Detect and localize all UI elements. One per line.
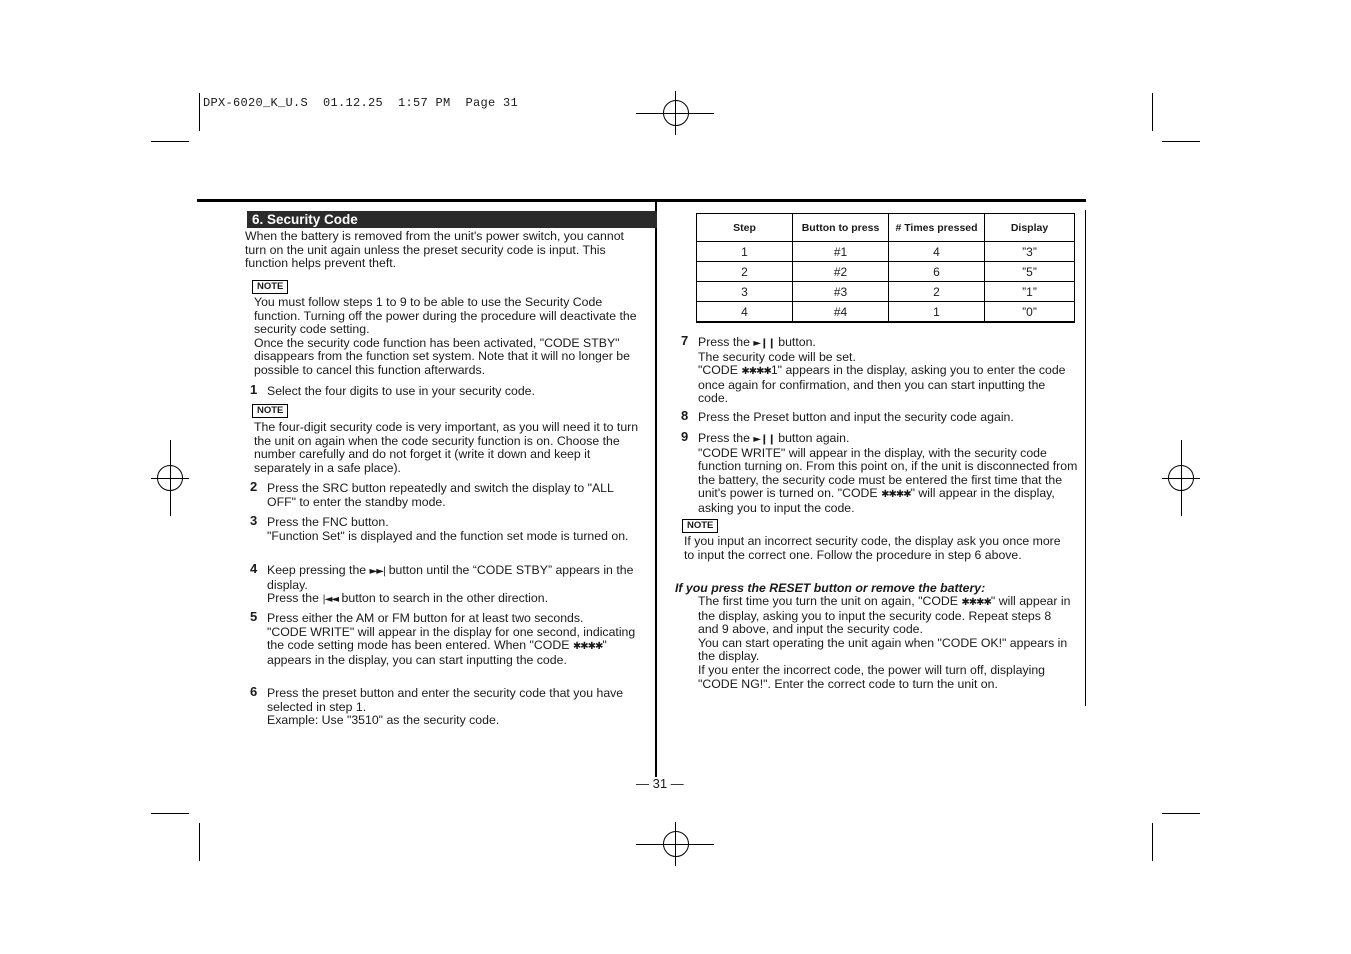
note-label: NOTE (252, 404, 288, 418)
step-fragment: Keep pressing the (267, 563, 370, 577)
note-text: If you input an incorrect security code, the display ask you once more to input the correct one. Follow the procedure in step 6 above. (684, 534, 1061, 562)
table-header-row (697, 214, 1075, 242)
step-text (698, 432, 1078, 516)
step-fragment: button to search in the other direction. (338, 591, 548, 606)
note-paragraph: You must follow steps 1 to 9 to be able to use the Security Code function. Turning off the power during the procedure will deactivate the security code setting. (254, 295, 637, 337)
step-text (267, 612, 645, 667)
reset-line (698, 595, 1073, 637)
step-fragment: Press the (698, 431, 754, 445)
table-row (697, 242, 1075, 262)
prev-track-icon: |◄◄ (322, 594, 339, 606)
table-header: # Times pressed (889, 214, 985, 242)
column-divider (655, 202, 657, 777)
registration-line (170, 440, 171, 516)
step-fragment: Press the (698, 335, 754, 349)
registration-line (675, 822, 676, 866)
crop-mark (1152, 823, 1153, 861)
table-cell: 3 (697, 282, 793, 302)
table-row (697, 282, 1075, 302)
right-column-rule (1085, 210, 1086, 706)
table-row (697, 262, 1075, 282)
security-code-table (696, 213, 1075, 323)
reset-text (698, 595, 1073, 691)
reset-heading: If you press the RESET button or remove the battery: (675, 581, 986, 595)
crop-mark (1152, 93, 1153, 131)
note-label: NOTE (682, 519, 718, 533)
step-text (267, 564, 645, 607)
reset-line: If you enter the incorrect code, the power will turn off, displaying "CODE NG!". Enter the correct code to turn the unit on. (698, 662, 1046, 691)
reset-line: You can start operating the unit again when "CODE OK!" appears in the display. (698, 635, 1068, 664)
step-line: Press the preset button and enter the security code that you have selected in step 1. (267, 686, 624, 714)
step-fragment: "CODE (698, 363, 742, 378)
step-line (698, 364, 1078, 406)
step-line: The security code will be set. (698, 349, 856, 364)
step-text (267, 516, 645, 543)
note-text (254, 296, 639, 378)
step-line (267, 626, 645, 668)
step-fragment: 1" appears in the display, asking you to enter the code once again for confirmation, and then you can start inputting the code. (698, 363, 1066, 406)
step-fragment: " appears in the display, you can start inputting the code. (267, 638, 607, 667)
step-line (698, 447, 1078, 516)
step-line: Example: Use "3510" as the security code. (267, 713, 500, 728)
step-number: 1 (250, 382, 258, 397)
table-cell: 1 (889, 302, 985, 323)
step-line (698, 432, 1078, 447)
play-pause-icon: ►❙❙ (753, 434, 775, 445)
step-line: Press either the AM or FM button for at least two seconds. (267, 611, 584, 625)
table-cell: ”5” (985, 262, 1075, 282)
asterisk-icon: ✱✱✱✱ (881, 489, 911, 501)
step-number: 4 (250, 561, 258, 576)
step-fragment: Press the (267, 591, 323, 606)
crop-mark (1162, 813, 1200, 814)
step-fragment: " will appear in the display, asking you to input the code. (698, 486, 1055, 515)
step-text (698, 336, 1078, 406)
note-paragraph: Once the security code function has been activated, "CODE STBY" disappears from the function set system. Note that it will no longer be possible to cancel this function afterwards. (254, 335, 630, 377)
step-line (267, 592, 645, 607)
asterisk-icon: ✱✱✱✱ (741, 366, 771, 378)
table-cell: 1 (697, 242, 793, 262)
step-line (698, 336, 1078, 351)
section-title: 6. Security Code (247, 211, 657, 228)
step-fragment: button until the “CODE STBY” appears in the display. (267, 563, 634, 592)
intro-text: When the battery is removed from the unit's power switch, you cannot turn on the unit again unless the preset security code is input. This function helps prevent theft. (245, 229, 624, 271)
crop-mark (151, 813, 189, 814)
step-number: 9 (681, 429, 689, 444)
table-row (697, 302, 1075, 323)
step-number: 7 (681, 333, 689, 348)
note-text: The four-digit security code is very important, as you will need it to turn the unit on again when the code security function is on. Choose the number carefully and do not forget it (write it down and keep it separately in a safe place). (254, 420, 639, 475)
step-number: 3 (250, 513, 258, 528)
next-track-icon: ►►| (369, 566, 386, 577)
table-header: Button to press (793, 214, 889, 242)
step-number: 6 (250, 684, 258, 699)
step-line: "Function Set" is displayed and the function set mode is turned on. (267, 528, 629, 543)
table-cell: #1 (793, 242, 889, 262)
step-number: 5 (250, 609, 258, 624)
step-fragment: button again. (774, 431, 850, 445)
table-cell: 4 (889, 242, 985, 262)
table-cell: ”0” (985, 302, 1075, 323)
top-rule (197, 199, 1086, 202)
crop-mark (199, 823, 200, 861)
step-number: 8 (681, 408, 689, 423)
note-label: NOTE (252, 280, 288, 294)
step-text: Select the four digits to use in your security code. (267, 384, 535, 398)
table-cell: 6 (889, 262, 985, 282)
print-slug: DPX-6020_K_U.S 01.12.25 1:57 PM Page 31 (203, 96, 519, 110)
registration-line (1181, 440, 1182, 516)
asterisk-icon: ✱✱✱✱ (572, 641, 603, 653)
registration-line (675, 91, 676, 135)
step-line: Press the FNC button. (267, 515, 389, 529)
table-cell: ”1” (985, 282, 1075, 302)
page-number: — 31 — (636, 776, 684, 791)
crop-mark (1162, 141, 1200, 142)
step-text (267, 687, 645, 728)
step-fragment: button. (774, 335, 816, 349)
table-header: Display (985, 214, 1075, 242)
crop-mark (199, 93, 200, 131)
play-pause-icon: ►❙❙ (753, 338, 775, 349)
table-cell: #4 (793, 302, 889, 323)
step-fragment: "CODE WRITE" will appear in the display for one second, indicating the code setting mode has been entered. When "CODE (267, 624, 636, 653)
crop-mark (151, 141, 189, 142)
table-cell: 2 (697, 262, 793, 282)
table-cell: #3 (793, 282, 889, 302)
reset-fragment: The first time you turn the unit on again, "CODE (698, 594, 962, 608)
step-line (267, 564, 645, 592)
step-number: 2 (250, 479, 258, 494)
asterisk-icon: ✱✱✱✱ (961, 597, 991, 608)
table-cell: 4 (697, 302, 793, 323)
reset-fragment: " will appear in the display, asking you to input the security code. Repeat steps 8 and 9 above, and input the security code. (698, 594, 1071, 637)
table-cell: #2 (793, 262, 889, 282)
table-cell: 2 (889, 282, 985, 302)
table-cell: ”3” (985, 242, 1075, 262)
step-text: Press the SRC button repeatedly and switch the display to "ALL OFF" to enter the standby mode. (267, 481, 614, 509)
step-text: Press the Preset button and input the security code again. (698, 410, 1014, 424)
step-fragment: "CODE WRITE" will appear in the display, with the security code function turning on. From this point on, if the unit is disconnected from the battery, the security code must be entered the first time that the unit's power is turned on. "CODE (698, 445, 1078, 501)
table-header: Step (697, 214, 793, 242)
